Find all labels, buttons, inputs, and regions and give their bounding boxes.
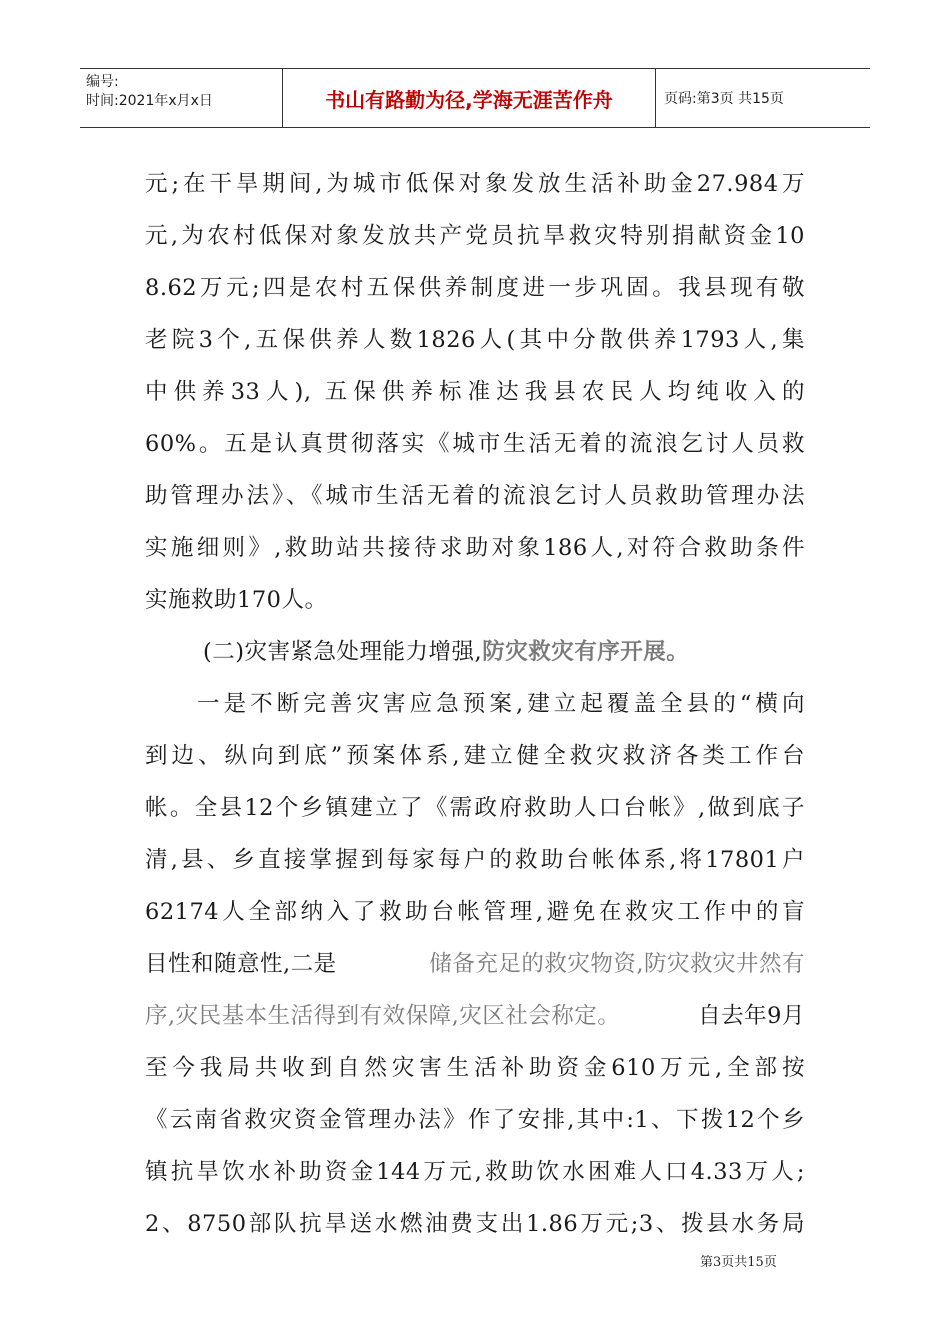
document-body — [145, 158, 805, 1250]
body-line: 中供养33人), 五保供养标准达我县农民人均纯收入的 — [145, 379, 805, 405]
body-line: 2、8750部队抗旱送水燃油费支出1.86万元;3、拨县水务局 — [145, 1211, 805, 1237]
body-line — [145, 990, 805, 1042]
body-line: 8.62万元;四是农村五保供养制度进一步巩固。我县现有敬 — [145, 275, 805, 301]
body-line: 元,为农村低保对象发放共产党员抗旱救灾特别捐献资金10 — [145, 223, 805, 249]
body-line-gray-part: 储备充足的救灾物资,防灾救灾井然有 — [429, 951, 805, 977]
body-line — [145, 938, 805, 990]
page-header — [80, 68, 870, 128]
body-line: 实施细则》,救助站共接待求助对象186人,对符合救助条件 — [145, 535, 805, 561]
body-line-part: 目性和随意性,二是 — [145, 951, 337, 977]
body-line: 《云南省救灾资金管理办法》作了安排,其中:1、下拨12个乡 — [145, 1107, 805, 1133]
body-line: 62174人全部纳入了救助台帐管理,避免在救灾工作中的盲 — [145, 899, 805, 925]
body-line: 元;在干旱期间,为城市低保对象发放生活补助金27.984万 — [145, 171, 805, 197]
body-line: 60%。五是认真贯彻落实《城市生活无着的流浪乞讨人员救 — [145, 431, 805, 457]
body-line: 至今我局共收到自然灾害生活补助资金610万元,全部按 — [145, 1055, 805, 1081]
body-line: 助管理办法》、《城市生活无着的流浪乞讨人员救助管理办法 — [145, 483, 805, 509]
body-line-gray-part: 序,灾民基本生活得到有效保障,灾区社会称定。 — [145, 1003, 621, 1029]
header-meta — [80, 69, 282, 127]
section-heading-part1: (二)灾害紧急处理能力增强, — [203, 639, 483, 665]
section-heading — [145, 626, 805, 678]
body-line: 帐。全县12个乡镇建立了《需政府救助人口台帐》,做到底子 — [145, 795, 805, 821]
body-line: 老院3个,五保供养人数1826人(其中分散供养1793人,集 — [145, 327, 805, 353]
body-line: 到边、纵向到底”预案体系,建立健全救灾救济各类工作台 — [145, 743, 805, 769]
body-line: 实施救助170人。 — [145, 587, 328, 613]
page-footer: 第3页共15页 — [700, 1255, 777, 1270]
body-line: 镇抗旱饮水补助资金144万元,救助饮水困难人口4.33万人; — [145, 1159, 805, 1185]
body-line-part: 自去年9月 — [698, 1003, 805, 1029]
body-line: 一是不断完善灾害应急预案,建立起覆盖全县的“横向 — [197, 691, 805, 717]
document-number-label: 编号: — [86, 74, 119, 90]
body-line: 清,县、乡直接掌握到每家每户的救助台帐体系,将17801户 — [145, 847, 805, 873]
header-page-number: 页码:第3页 共15页 — [664, 91, 784, 107]
header-motto: 书山有路勤为径,学海无涯苦作舟 — [282, 69, 656, 127]
section-heading-part2: 防灾救灾有序开展。 — [482, 639, 690, 665]
document-date-label: 时间:2021年x月x日 — [86, 93, 213, 109]
